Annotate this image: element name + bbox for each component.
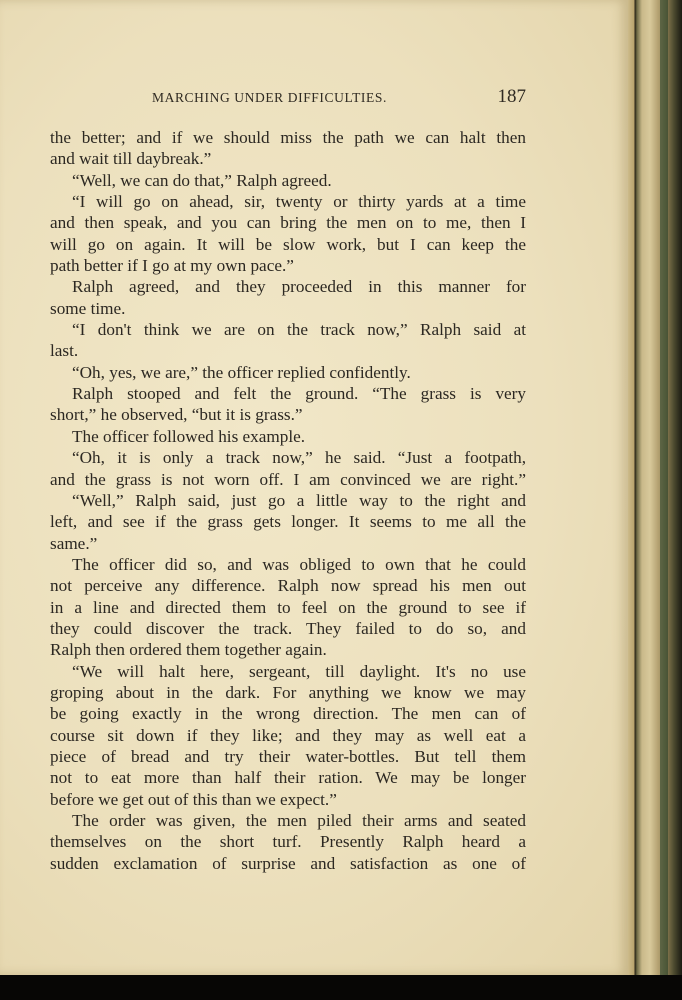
text-line: themselves on the short turf. Presently Ralph heard a	[50, 832, 526, 852]
text-line: Ralph stooped and felt the ground. “The grass is very	[72, 384, 526, 404]
text-line: “Oh, yes, we are,” the officer replied confidently.	[72, 362, 411, 382]
text-line: will go on again. It will be slow work, but I can keep the	[50, 234, 526, 254]
page-edge-stack	[628, 0, 682, 975]
text-line: “We will halt here, sergeant, till daylight. It's no use	[72, 661, 526, 681]
text-line: not to eat more than half their ration. We may be longer	[50, 768, 526, 788]
text-line: Ralph agreed, and they proceeded in this manner for	[72, 277, 526, 297]
text-line: piece of bread and try their water-bottles. But tell them	[50, 746, 526, 766]
text-line: not perceive any difference. Ralph now spread his men out	[50, 576, 526, 596]
text-line: and then speak, and you can bring the men on to me, then I	[50, 213, 526, 233]
text-line: “Well,” Ralph said, just go a little way to the right and	[72, 490, 526, 510]
text-line: “I will go on ahead, sir, twenty or thirty yards at a time	[72, 192, 526, 212]
text-line: The order was given, the men piled their arms and seated	[72, 811, 526, 830]
text-line: “Oh, it is only a track now,” he said. “Just a footpath,	[72, 448, 526, 468]
text-line: the better; and if we should miss the path we can halt then	[50, 128, 526, 147]
text-line: The officer did so, and was obliged to own that he could	[72, 554, 526, 574]
running-head	[152, 88, 526, 110]
text-line: same.”	[50, 533, 98, 553]
text-line: The officer followed his example.	[72, 426, 306, 446]
body-text	[50, 127, 526, 874]
text-line: they could discover the track. They failed to do so, and	[50, 618, 526, 638]
text-line: “Well, we can do that,” Ralph agreed.	[72, 170, 332, 190]
text-line: and the grass is not worn off. I am convinced we are right.”	[50, 469, 526, 489]
text-line: be going exactly in the wrong direction. The men can of	[50, 704, 526, 724]
page-number: 187	[497, 86, 526, 107]
text-line: sudden exclamation of surprise and satisfaction as one of	[50, 853, 526, 873]
text-line: groping about in the dark. For anything we know we may	[50, 682, 526, 702]
text-line: some time.	[50, 298, 126, 318]
chapter-title: MARCHING UNDER DIFFICULTIES.	[152, 90, 387, 105]
text-line: and wait till daybreak.”	[50, 149, 212, 169]
text-line: Ralph then ordered them together again.	[50, 640, 327, 660]
text-line: last.	[50, 341, 79, 361]
text-line: in a line and directed them to feel on the ground to see if	[50, 597, 526, 617]
text-line: left, and see if the grass gets longer. It seems to me all the	[50, 512, 526, 532]
scan-bottom-edge	[0, 975, 682, 1000]
text-line: path better if I go at my own pace.”	[50, 256, 294, 276]
text-line: course sit down if they like; and they may as well eat a	[50, 725, 526, 745]
text-line: “I don't think we are on the track now,” Ralph said at	[72, 320, 526, 340]
text-line: before we get out of this than we expect.”	[50, 789, 337, 809]
text-line: short,” he observed, “but it is grass.”	[50, 405, 303, 425]
cover-edge	[660, 0, 668, 975]
